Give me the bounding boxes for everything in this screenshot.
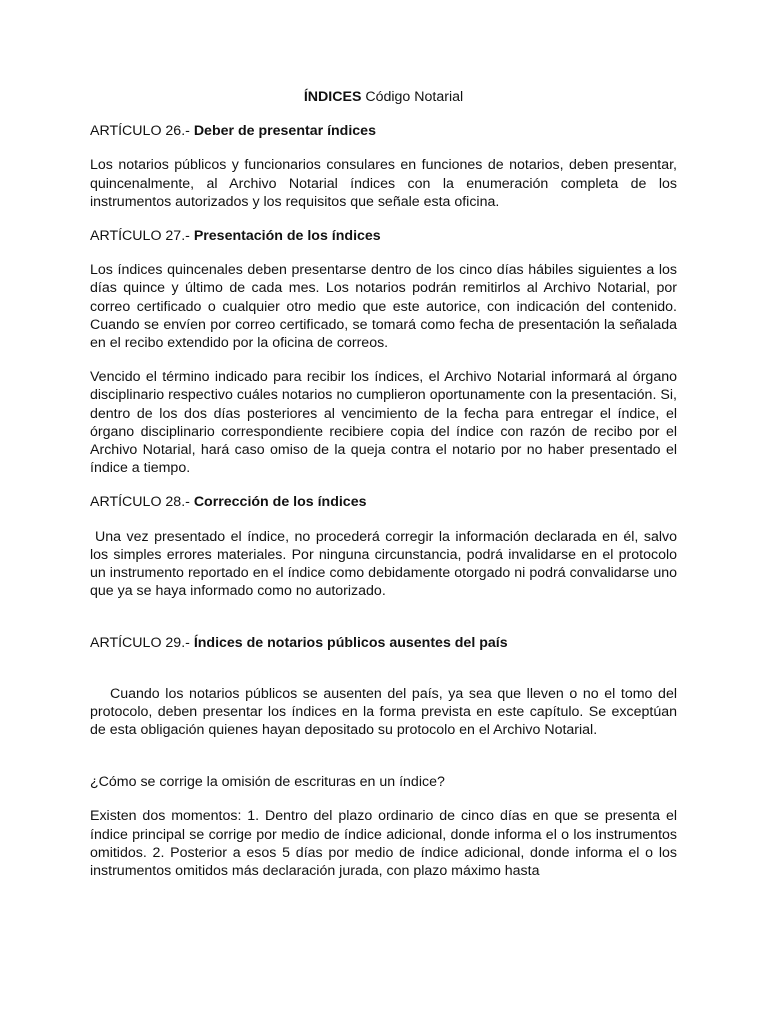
article-29-title: Índices de notarios públicos ausentes del país [193,635,508,652]
article-28-number: ARTÍCULO 28.- [90,494,194,511]
article-29-text: Cuando los notarios públicos se ausenten del país, ya sea que lleven o no el tomo del protocolo, deben presentar los índices en la forma prevista en este capítulo. Se exceptúan de esta obligación quienes hayan depositado su protocolo en el Archivo Notarial. [90,685,677,739]
article-27-text-2: Vencido el término indicado para recibir los índices, el Archivo Notarial informará al órgano disciplinario respectivo cuáles notarios no cumplieron oportunamente con la presentación. Si, dentro de los dos días posteriores al vencimiento de la fecha para entregar el índice, el órgano disciplinario correspondiente recibiere copia del índice con razón de recibo por el Archivo Notarial, hará caso omiso de la queja contra el notario por no haber presentado el índice a tiempo. [90,369,677,477]
article-26-title: Deber de presentar índices [193,123,376,140]
article-29-number: ARTÍCULO 29.- [90,635,194,652]
article-28-text: Una vez presentado el índice, no procederá corregir la información declarada en él, salvo los simples errores materiales. Por ninguna circunstancia, podrá invalidarse en el protocolo un instrumento reportado en el índice como debidamente otorgado ni podrá convalidarse uno que ya se haya informado como no autorizado. [90,528,677,600]
article-26-heading [90,122,677,140]
article-27-text-1: Los índices quincenales deben presentarse dentro de los cinco días hábiles siguientes a los días quince y último de cada mes. Los notarios podrán remitirlos al Archivo Notarial, por correo certificado o cualquier otro medio que este autorice, con indicación del contenido. Cuando se envíen por correo certificado, se tomará como fecha de presentación la señalada en el recibo extendido por la oficina de correos. [90,262,677,352]
article-27-title: Presentación de los índices [193,228,381,245]
article-27-heading [90,227,677,245]
article-28-heading [90,493,677,511]
document-page [90,88,677,896]
document-title [90,88,677,106]
title-bold: ÍNDICES [303,89,362,105]
article-26-number: ARTÍCULO 26.- [90,123,194,140]
article-27-number: ARTÍCULO 27.- [90,228,194,245]
article-29-heading [90,634,677,652]
question-text: ¿Cómo se corrige la omisión de escrituras en un índice? [90,774,445,791]
title-rest: Código Notarial [361,89,464,105]
article-28-title: Corrección de los índices [193,494,367,511]
article-26-text: Los notarios públicos y funcionarios consulares en funciones de notarios, deben presentar, quincenalmente, al Archivo Notarial índices con la enumeración completa de los instrumentos autorizados y los requisitos que señale esta oficina. [90,157,677,210]
answer-text: Existen dos momentos: 1. Dentro del plazo ordinario de cinco días en que se presenta el índice principal se corrige por medio de índice adicional, donde informa el o los instrumentos omitidos. 2. Posterior a esos 5 días por medio de índice adicional, donde informa el o los instrumentos omitidos más declaración jurada, con plazo máximo hasta [90,808,677,880]
